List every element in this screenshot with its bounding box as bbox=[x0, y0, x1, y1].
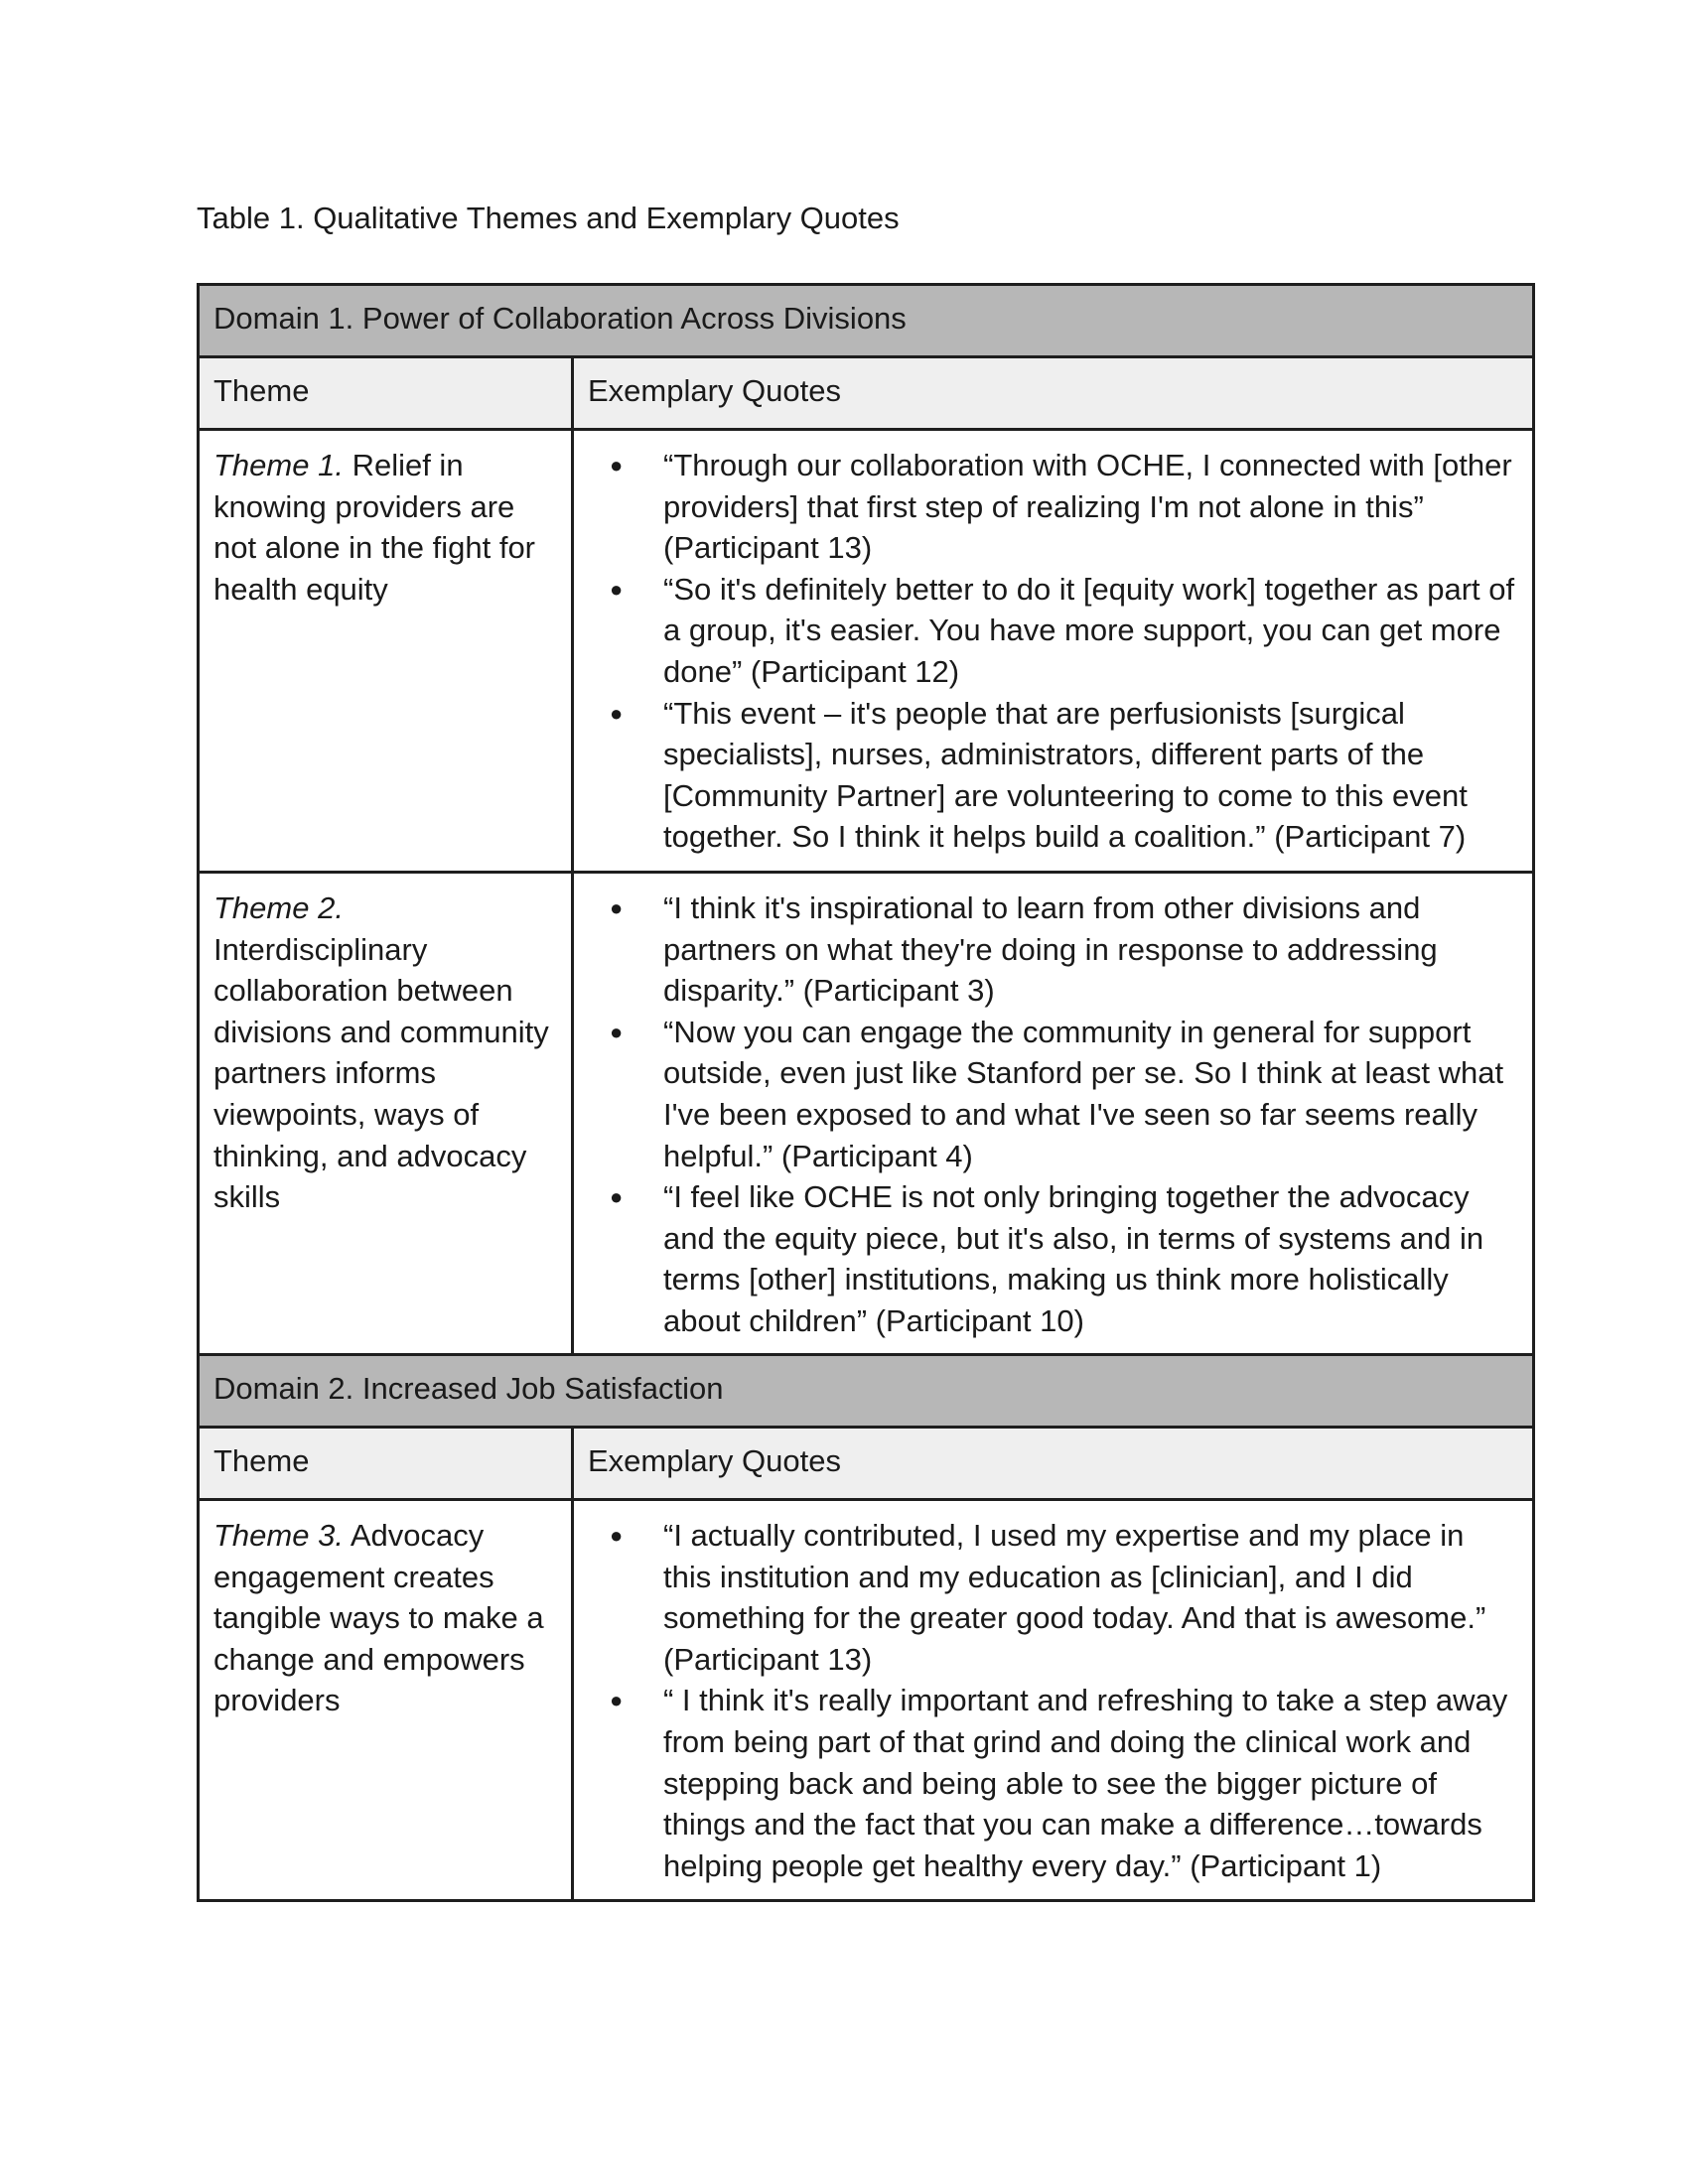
quotes-cell bbox=[573, 1500, 1534, 1901]
theme-row bbox=[199, 873, 1534, 1355]
domain-title: Domain 1. Power of Collaboration Across Divisions bbox=[199, 285, 1534, 357]
domain-header-row bbox=[199, 1355, 1534, 1428]
quote-item: ● “Now you can engage the community in general for support outside, even just like Stanford per se. So I think at least what I've been exposed to and what I've seen so far seems really helpful.” (Participant 4) bbox=[588, 1012, 1518, 1176]
quote-list bbox=[588, 1515, 1518, 1886]
column-header-row bbox=[199, 357, 1534, 430]
quotes-cell bbox=[573, 430, 1534, 873]
column-header-quotes: Exemplary Quotes bbox=[573, 357, 1534, 430]
domain-title: Domain 2. Increased Job Satisfaction bbox=[199, 1355, 1534, 1428]
theme-text: Relief in knowing providers are not alone in the fight for health equity bbox=[213, 448, 536, 607]
quote-item: ● “I think it's inspirational to learn from other divisions and partners on what they're doing in response to addressing disparity.” (Participant 3) bbox=[588, 887, 1518, 1012]
column-header-theme: Theme bbox=[199, 1428, 573, 1500]
quote-list bbox=[588, 445, 1518, 858]
quote-item: ● “I feel like OCHE is not only bringing together the advocacy and the equity piece, but it's also, in terms of systems and in terms [other] institutions, making us think more holistically about children” (Participant 10) bbox=[588, 1176, 1518, 1341]
theme-cell bbox=[199, 873, 573, 1355]
theme-row bbox=[199, 1500, 1534, 1901]
quote-item: ● “I actually contributed, I used my expertise and my place in this institution and my education as [clinician], and I did something for the greater good today. And that is awesome.” (Participant 13) bbox=[588, 1515, 1518, 1680]
quote-list bbox=[588, 887, 1518, 1342]
theme-label: Theme 1. bbox=[213, 448, 344, 482]
theme-text: Interdisciplinary collaboration between divisions and community partners informs viewpoints, ways of thinking, and advocacy skills bbox=[213, 931, 549, 1215]
table-caption: Table 1. Qualitative Themes and Exemplary Quotes bbox=[197, 201, 900, 235]
column-header-row bbox=[199, 1428, 1534, 1500]
quote-item: ● “So it's definitely better to do it [equity work] together as part of a group, it's easier. You have more support, you can get more done” (Participant 12) bbox=[588, 569, 1518, 693]
quotes-cell bbox=[573, 873, 1534, 1355]
theme-row bbox=[199, 430, 1534, 873]
theme-label: Theme 3. bbox=[213, 1518, 344, 1553]
column-header-theme: Theme bbox=[199, 357, 573, 430]
domain-header-row bbox=[199, 285, 1534, 357]
quote-item: ● “This event – it's people that are perfusionists [surgical specialists], nurses, administrators, different parts of the [Community Partner] are volunteering to come to this event together. So I think it helps build a coalition.” (Participant 7) bbox=[588, 693, 1518, 858]
theme-label: Theme 2. bbox=[213, 890, 344, 925]
theme-cell bbox=[199, 430, 573, 873]
theme-cell bbox=[199, 1500, 573, 1901]
column-header-quotes: Exemplary Quotes bbox=[573, 1428, 1534, 1500]
quote-item: ● “Through our collaboration with OCHE, I connected with [other providers] that first step of realizing I'm not alone in this” (Participant 13) bbox=[588, 445, 1518, 569]
quote-item: ● “ I think it's really important and refreshing to take a step away from being part of that grind and doing the clinical work and stepping back and being able to see the bigger picture of things and the fact that you can make a difference…towards helping people get healthy every day.” (Participant 1) bbox=[588, 1680, 1518, 1886]
theme-text: Advocacy engagement creates tangible ways to make a change and empowers providers bbox=[213, 1518, 544, 1718]
themes-table bbox=[197, 283, 1535, 1902]
